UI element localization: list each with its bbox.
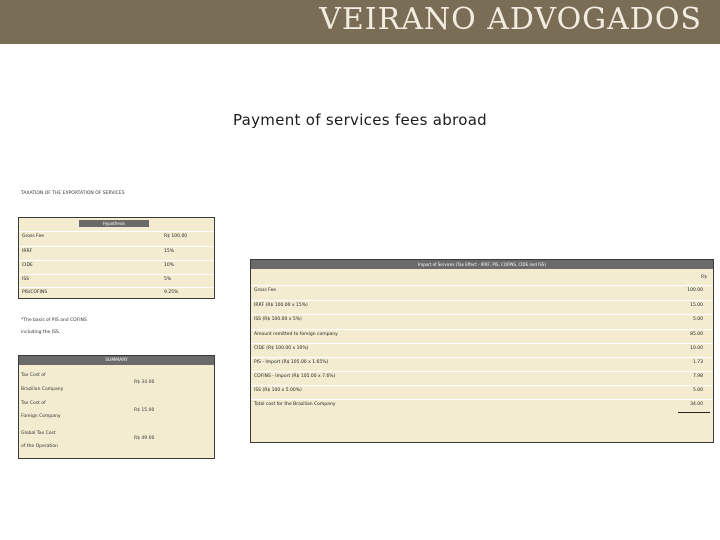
row-value: 9.25%: [164, 290, 179, 295]
note-line-1: *The basis of PIS and COFINS: [21, 318, 87, 323]
import-table-header: Import of Services (Tax Effect - IRRF, PIS, COFINS, CIDE and ISS): [251, 260, 713, 269]
summary-label: Brazilian Company: [21, 387, 64, 392]
brand-logo: VEIRANO ADVOGADOS: [319, 2, 702, 37]
row-value: 85.00: [690, 332, 703, 337]
hypothesis-header: Hypothesis: [79, 220, 149, 227]
table-row: [251, 385, 713, 400]
table-row: [251, 329, 713, 344]
row-value: R$ 100.00: [164, 234, 188, 239]
hypothesis-table: [18, 217, 215, 299]
note-line-2: including the ISS.: [21, 330, 61, 335]
table-row: [19, 246, 214, 261]
row-value: 1.73: [692, 360, 703, 365]
row-label: Gross Fee: [254, 288, 276, 293]
row-value: 34.00: [690, 402, 703, 407]
row-value: 10.00: [690, 346, 703, 351]
section-caption: TAXATION OF THE EXPORTATION OF SERVICES: [21, 191, 125, 196]
summary-label: Foreign Company: [21, 414, 61, 419]
summary-value: R$ 49.00: [134, 436, 155, 441]
row-value: 5%: [164, 277, 172, 282]
row-value: 10%: [164, 263, 175, 268]
table-row: [251, 300, 713, 315]
row-label: COFINS - Import (R$ 105.00 x 7.6%): [254, 374, 336, 379]
row-label: PIS - Import (R$ 105.00 x 1.65%): [254, 360, 329, 365]
summary-label: Tax Cost of: [21, 401, 46, 406]
table-row: [251, 371, 713, 386]
row-label: CIDE: [22, 263, 33, 268]
table-row: [251, 285, 713, 301]
table-row: [251, 399, 713, 418]
row-label: ISS: [22, 277, 30, 282]
table-row: [251, 343, 713, 358]
row-value: 100.00: [687, 288, 703, 293]
summary-table: [18, 355, 215, 459]
summary-header: SUMMARY: [19, 356, 214, 365]
row-value: 15.00: [690, 303, 703, 308]
table-row: [19, 260, 214, 275]
table-row: [251, 314, 713, 330]
row-label: IRRF (R$ 100.00 x 15%): [254, 303, 308, 308]
table-row: [19, 287, 214, 299]
summary-value: R$ 34.00: [134, 380, 155, 385]
table-row: [19, 274, 214, 288]
row-value: 5.00: [692, 317, 703, 322]
row-label: CIDE (R$ 100.00 x 10%): [254, 346, 309, 351]
header-band: [0, 0, 720, 44]
table-row: [251, 357, 713, 372]
row-label: IRRF: [22, 249, 33, 254]
row-label: Amount remitted to foreign company: [254, 332, 338, 337]
summary-value: R$ 15.00: [134, 408, 155, 413]
unit-label: R$: [701, 275, 707, 280]
row-value: 7.98: [692, 374, 703, 379]
row-label: ISS (R$ 100.00 x 5%): [254, 317, 302, 322]
slide-title: Payment of services fees abroad: [232, 111, 488, 129]
total-underline: [678, 412, 710, 413]
table-row: [19, 231, 214, 247]
row-label: Total cost for the Brazilian Company: [254, 402, 336, 407]
row-label: PIS/COFINS: [22, 290, 48, 295]
import-services-table: [250, 259, 714, 443]
row-value: 5.00: [692, 388, 703, 393]
summary-label: Tax Cost of: [21, 373, 46, 378]
summary-label: Global Tax Cost: [21, 431, 56, 436]
row-label: ISS (R$ 100 x 5.00%): [254, 388, 302, 393]
summary-label: of the Operation: [21, 444, 58, 449]
row-value: 15%: [164, 249, 175, 254]
row-label: Gross Fee: [22, 234, 44, 239]
